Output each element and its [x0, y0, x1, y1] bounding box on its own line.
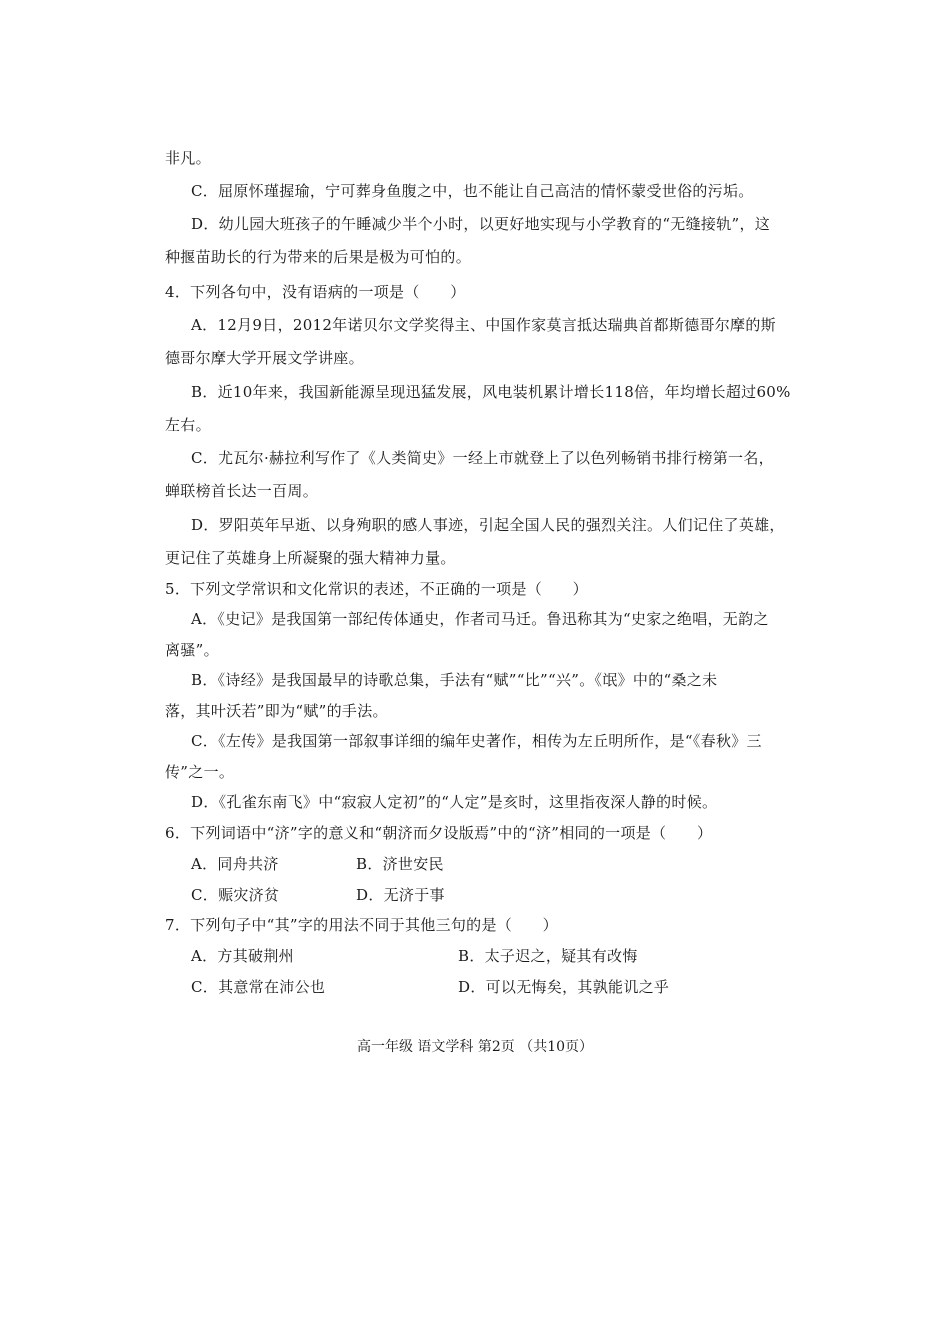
question-5: 5．下列文学常识和文化常识的表述，不正确的一项是（ ）	[165, 580, 588, 598]
q6-option-b: B．济世安民	[356, 855, 444, 873]
q4-option-c: C．尤瓦尔·赫拉利写作了《人类简史》一经上市就登上了以色列畅销书排行榜第一名，	[191, 449, 774, 467]
question-4: 4．下列各句中，没有语病的一项是（ ）	[165, 283, 466, 301]
text-line: 德哥尔摩大学开展文学讲座。	[165, 349, 364, 367]
q6-option-c: C．赈灾济贫	[191, 886, 280, 904]
q6-option-a: A．同舟共济	[191, 855, 279, 873]
question-7: 7．下列句子中“其”字的用法不同于其他三句的是（ ）	[165, 916, 558, 934]
q5-option-b: B．《诗经》是我国最早的诗歌总集，手法有“赋”“比”“兴”。《氓》中的“桑之未	[191, 671, 718, 689]
page-footer: 高一年级 语文学科 第2页 （共10页）	[356, 1039, 594, 1055]
q5-option-c: C．《左传》是我国第一部叙事详细的编年史著作，相传为左丘明所作，是“《春秋》三	[191, 732, 762, 750]
q7-option-d: D．可以无悔矣，其孰能讥之乎	[458, 978, 670, 996]
q7-option-c: C．其意常在沛公也	[191, 978, 326, 996]
text-line: 落，其叶沃若”即为“赋”的手法。	[165, 702, 388, 720]
q7-option-b: B．太子迟之，疑其有改悔	[458, 947, 638, 965]
text-line: 传”之一。	[165, 763, 235, 781]
option-d: D．幼儿园大班孩子的午睡减少半个小时，以更好地实现与小学教育的“无缝接轨”，这	[191, 215, 771, 233]
q7-option-a: A．方其破荆州	[191, 947, 294, 965]
option-c: C．屈原怀瑾握瑜，宁可葬身鱼腹之中，也不能让自己高洁的情怀蒙受世俗的污垢。	[191, 182, 754, 200]
text-line: 左右。	[165, 416, 211, 434]
q4-option-d: D．罗阳英年早逝、以身殉职的感人事迹，引起全国人民的强烈关注。人们记住了英雄，	[191, 516, 785, 534]
text-line: 种揠苗助长的行为带来的后果是极为可怕的。	[165, 248, 472, 266]
q4-option-b: B．近10年来，我国新能源呈现迅猛发展，风电装机累计增长118倍，年均增长超过60%	[191, 383, 791, 401]
text-line: 更记住了英雄身上所凝聚的强大精神力量。	[165, 549, 456, 567]
text-line: 非凡。	[165, 149, 211, 167]
question-6: 6．下列词语中“济”字的意义和“朝济而夕设版焉”中的“济”相同的一项是（ ）	[165, 824, 713, 842]
text-line: 蝉联榜首长达一百周。	[165, 482, 319, 500]
q4-option-a: A．12月9日，2012年诺贝尔文学奖得主、中国作家莫言抵达瑞典首都斯德哥尔摩的斯	[191, 316, 776, 334]
q6-option-d: D．无济于事	[356, 886, 445, 904]
q5-option-d: D．《孔雀东南飞》中“寂寂人定初”的“人定”是亥时，这里指夜深人静的时候。	[191, 793, 718, 811]
q5-option-a: A．《史记》是我国第一部纪传体通史，作者司马迁。鲁迅称其为“史家之绝唱，无韵之	[191, 610, 769, 628]
text-line: 离骚”。	[165, 641, 219, 659]
